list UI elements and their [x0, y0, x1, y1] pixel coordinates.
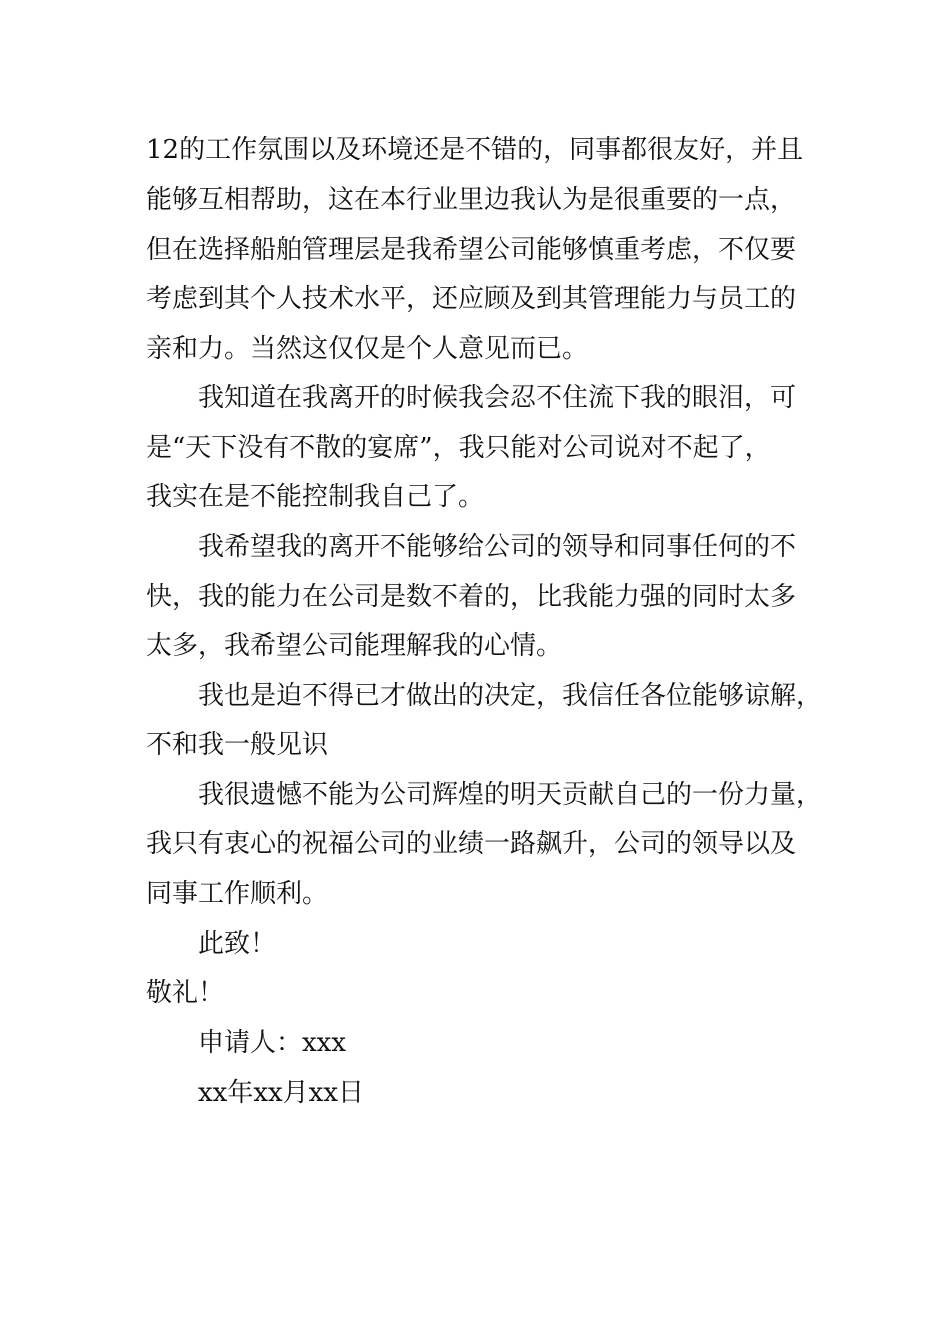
- paragraph-line: 我很遗憾不能为公司辉煌的明天贡献自己的一份力量，: [198, 780, 823, 810]
- paragraph-line: 同事工作顺利。: [146, 879, 329, 909]
- paragraph-line: 但在选择船舶管理层是我希望公司能够慎重考虑，不仅要: [146, 235, 797, 265]
- paragraph-line: 考虑到其个人技术水平，还应顾及到其管理能力与员工的: [146, 284, 797, 314]
- paragraph-line: 我也是迫不得已才做出的决定，我信任各位能够谅解，: [198, 681, 823, 711]
- signature-date: xx年xx月xx日: [198, 1078, 364, 1108]
- paragraph-line: 亲和力。当然这仅仅是个人意见而已。: [146, 334, 589, 364]
- paragraph-line: 快，我的能力在公司是数不着的，比我能力强的同时太多: [146, 582, 797, 612]
- applicant-signature: 申请人：xxx: [198, 1028, 346, 1058]
- paragraph-line: 我实在是不能控制我自己了。: [146, 482, 485, 512]
- paragraph-line: 我知道在我离开的时候我会忍不住流下我的眼泪，可: [198, 383, 797, 413]
- closing-regards: 敬礼！: [146, 978, 225, 1008]
- paragraph-line: 太多，我希望公司能理解我的心情。: [146, 631, 563, 661]
- paragraph-line: 不和我一般见识: [146, 730, 329, 760]
- paragraph-line: 我希望我的离开不能够给公司的领导和同事任何的不: [198, 532, 797, 562]
- paragraph-line: 是“天下没有不散的宴席”，我只能对公司说对不起了，: [146, 433, 771, 463]
- paragraph-line: 12的工作氛围以及环境还是不错的，同事都很友好，并且: [146, 135, 804, 165]
- closing-salutation: 此致！: [198, 929, 277, 959]
- paragraph-line: 我只有衷心的祝福公司的业绩一路飙升，公司的领导以及: [146, 829, 797, 859]
- paragraph-line: 能够互相帮助，这在本行业里边我认为是很重要的一点，: [146, 185, 797, 215]
